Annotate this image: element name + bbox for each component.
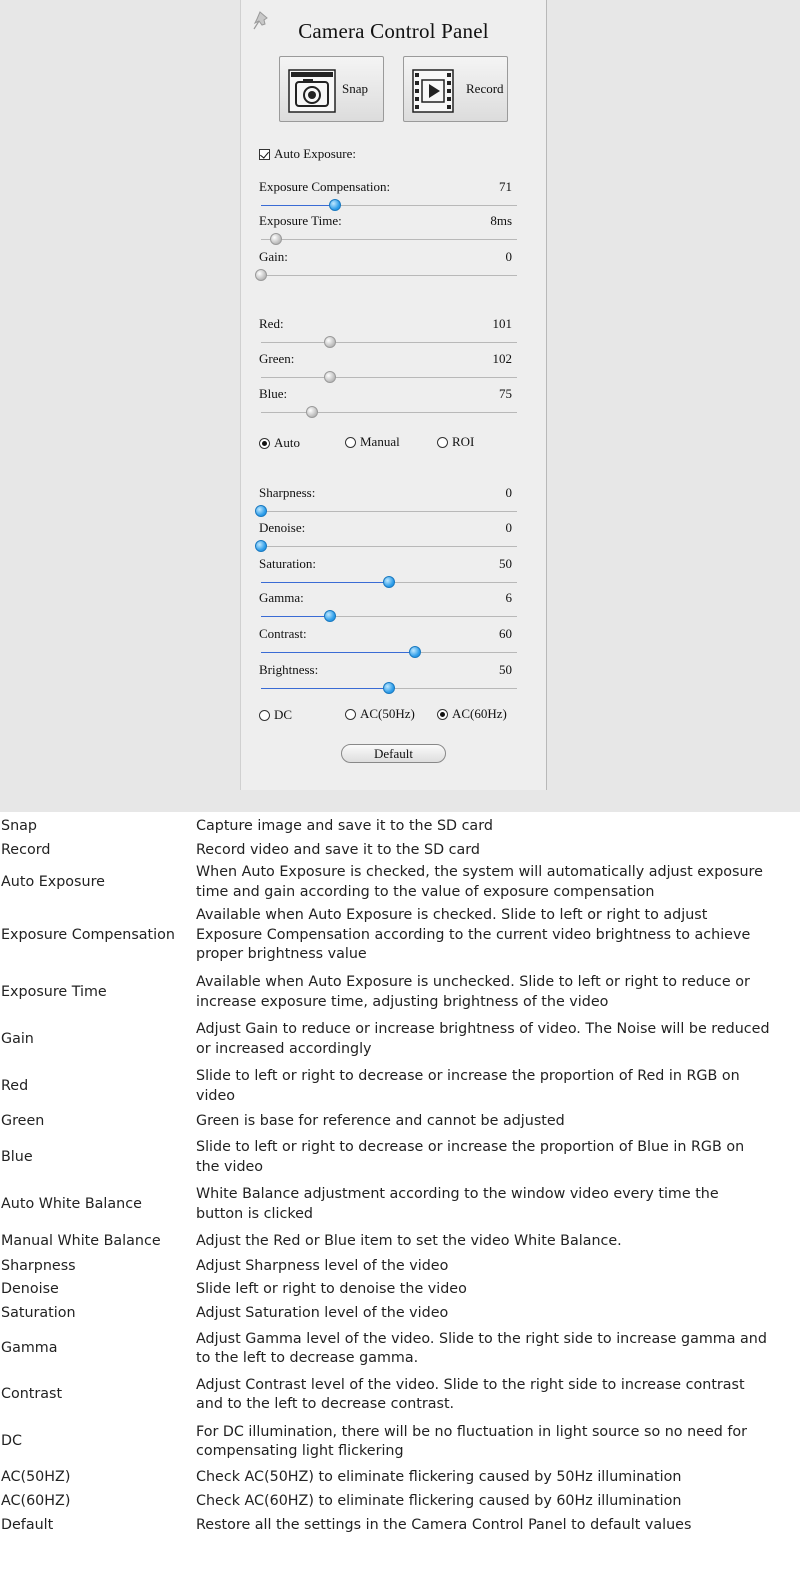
wb-option-auto[interactable] [259,435,300,451]
description-row [0,1302,800,1326]
slider-track[interactable] [261,616,517,617]
slider-thumb[interactable] [255,269,267,281]
slider-fill [261,616,330,617]
slider-track[interactable] [261,582,517,583]
checkbox-check-icon[interactable] [259,149,270,160]
slider-fill [261,688,389,689]
freq-option-ac60-label: AC(60Hz) [452,706,507,721]
record-button[interactable] [403,56,508,122]
radio-icon[interactable] [345,437,356,448]
description-text: Check AC(50HZ) to eliminate flickering caused by 50Hz illumination [196,1469,682,1486]
slider-value: 50 [499,556,512,571]
slider-value: 71 [499,179,512,194]
description-row [0,1063,800,1110]
description-row [0,1466,800,1490]
description-row [0,1228,800,1255]
slider-label: Brightness: [259,662,319,677]
slider-value: 75 [499,386,512,401]
description-term: AC(60HZ) [1,1493,71,1510]
freq-option-dc-label: DC [274,707,293,722]
description-term: Sharpness [1,1257,76,1274]
slider-track[interactable] [261,546,517,547]
description-row [0,1255,800,1278]
description-term: Red [1,1077,29,1094]
description-table [0,815,800,1538]
description-text: Available when Auto Exposure is checked. Slide to left or right to adjust Exposure Compensation according to the current video brightness to achieve proper brightness value [196,907,751,963]
description-text: Adjust Sharpness level of the video [196,1257,449,1274]
description-row [0,1181,800,1228]
slider-thumb[interactable] [329,199,341,211]
slider-value: 102 [492,351,512,366]
slider-value: 60 [499,626,512,641]
description-row [0,1134,800,1181]
slider-thumb[interactable] [383,682,395,694]
record-label: Record [466,81,504,96]
slider-value: 101 [492,316,512,331]
description-text: Slide to left or right to decrease or increase the proportion of Blue in RGB on the video [196,1139,745,1175]
description-row [0,1490,800,1514]
description-term: Contrast [1,1386,63,1403]
wb-option-manual-label: Manual [360,434,400,449]
radio-icon[interactable] [345,709,356,720]
description-term: Gamma [1,1340,58,1357]
slider-value: 0 [505,485,512,500]
slider-fill [261,652,415,653]
description-row [0,969,800,1016]
slider-track[interactable] [261,511,517,512]
description-text: Green is base for reference and cannot be adjusted [196,1113,565,1130]
description-text: Capture image and save it to the SD card [196,818,493,835]
freq-option-ac50-label: AC(50Hz) [360,706,415,721]
slider-thumb[interactable] [409,646,421,658]
wb-option-manual[interactable] [345,434,400,450]
slider-thumb[interactable] [324,610,336,622]
description-term: Exposure Compensation [1,926,175,943]
description-term: Green [1,1113,45,1130]
description-text: Restore all the settings in the Camera Control Panel to default values [196,1517,692,1534]
description-term: DC [1,1433,22,1450]
radio-icon[interactable] [437,709,448,720]
description-row [0,863,800,902]
slider-value: 0 [505,520,512,535]
description-text: Adjust the Red or Blue item to set the video White Balance. [196,1232,622,1249]
description-text: For DC illumination, there will be no fluctuation in light source so no need for compensating light flickering [196,1423,748,1459]
slider-label: Saturation: [259,556,317,571]
description-row [0,1110,800,1134]
slider-track[interactable] [261,239,517,240]
slider-label: Green: [259,351,295,366]
description-term: Exposure Time [1,983,107,1000]
slider-label: Sharpness: [259,485,316,500]
description-row [0,1418,800,1466]
slider-value: 50 [499,662,512,677]
slider-track[interactable] [261,688,517,689]
freq-option-ac60[interactable] [437,706,507,722]
slider-value: 0 [505,249,512,264]
auto-exposure-label: Auto Exposure: [274,146,356,161]
default-button[interactable]: Default [341,744,446,763]
description-row [0,902,800,969]
slider-value: 6 [505,590,512,605]
description-row [0,1514,800,1538]
slider-thumb[interactable] [270,233,282,245]
slider-thumb[interactable] [255,540,267,552]
wb-option-auto-label: Auto [274,435,300,450]
description-row [0,1016,800,1063]
slider-value: 8ms [490,213,512,228]
slider-label: Blue: [259,386,288,401]
slider-thumb[interactable] [324,336,336,348]
slider-thumb[interactable] [306,406,318,418]
panel-title: Camera Control Panel [298,19,489,43]
radio-icon[interactable] [259,438,270,449]
slider-label: Red: [259,316,284,331]
description-term: Auto Exposure [1,873,105,890]
description-text: White Balance adjustment according to the window video every time the button is clicked [196,1186,719,1222]
description-term: Record [1,842,51,859]
description-term: Snap [1,818,37,835]
film-play-icon [412,69,454,113]
wb-option-roi-label: ROI [452,434,475,449]
radio-icon[interactable] [437,437,448,448]
description-text: Available when Auto Exposure is unchecked. Slide to left or right to reduce or increase exposure time, adjusting brightness of the video [196,974,750,1010]
slider-label: Exposure Time: [259,213,342,228]
slider-label: Gamma: [259,590,304,605]
wb-option-roi[interactable] [437,434,474,450]
slider-thumb[interactable] [383,576,395,588]
description-term: AC(50HZ) [1,1469,71,1486]
description-text: Adjust Contrast level of the video. Slide to the right side to increase contrast and to the left to decrease contrast. [196,1376,745,1412]
camera-icon [288,69,336,113]
description-text: Adjust Saturation level of the video [196,1305,449,1322]
slider-label: Exposure Compensation: [259,179,391,194]
slider-track[interactable] [261,652,517,653]
slider-track[interactable] [261,275,517,276]
slider-track[interactable] [261,412,517,413]
auto-exposure-checkbox[interactable] [259,146,356,162]
slider-track[interactable] [261,205,517,206]
description-term: Gain [1,1030,34,1047]
description-row [0,1372,800,1418]
description-text: Adjust Gamma level of the video. Slide to the right side to increase gamma and to the left to decrease gamma. [196,1330,767,1366]
freq-option-ac50[interactable] [345,706,415,722]
description-row [0,839,800,863]
slider-thumb[interactable] [255,505,267,517]
slider-label: Gain: [259,249,288,264]
description-text: Record video and save it to the SD card [196,842,480,859]
description-term: Manual White Balance [1,1232,161,1249]
radio-icon[interactable] [259,710,270,721]
description-text: Slide to left or right to decrease or increase the proportion of Red in RGB on video [196,1068,740,1104]
description-term: Default [1,1517,54,1534]
description-row [0,815,800,839]
snap-button[interactable] [279,56,384,122]
description-text: Slide left or right to denoise the video [196,1281,467,1298]
description-row [0,1278,800,1302]
snap-label: Snap [342,81,368,96]
description-text: Adjust Gain to reduce or increase brightness of video. The Noise will be reduced or increased accordingly [196,1021,770,1057]
slider-fill [261,582,389,583]
description-term: Blue [1,1148,33,1165]
freq-option-dc[interactable] [259,707,292,723]
description-row [0,1326,800,1372]
slider-fill [261,205,335,206]
slider-label: Contrast: [259,626,307,641]
camera-control-panel [240,0,547,790]
slider-track[interactable] [261,342,517,343]
slider-thumb[interactable] [324,371,336,383]
description-term: Auto White Balance [1,1195,142,1212]
description-text: When Auto Exposure is checked, the system will automatically adjust exposure time and gain according to the value of exposure compensation [196,864,763,900]
slider-label: Denoise: [259,520,306,535]
description-text: Check AC(60HZ) to eliminate flickering caused by 60Hz illumination [196,1493,682,1510]
description-term: Denoise [1,1281,59,1298]
description-term: Saturation [1,1305,76,1322]
slider-track[interactable] [261,377,517,378]
